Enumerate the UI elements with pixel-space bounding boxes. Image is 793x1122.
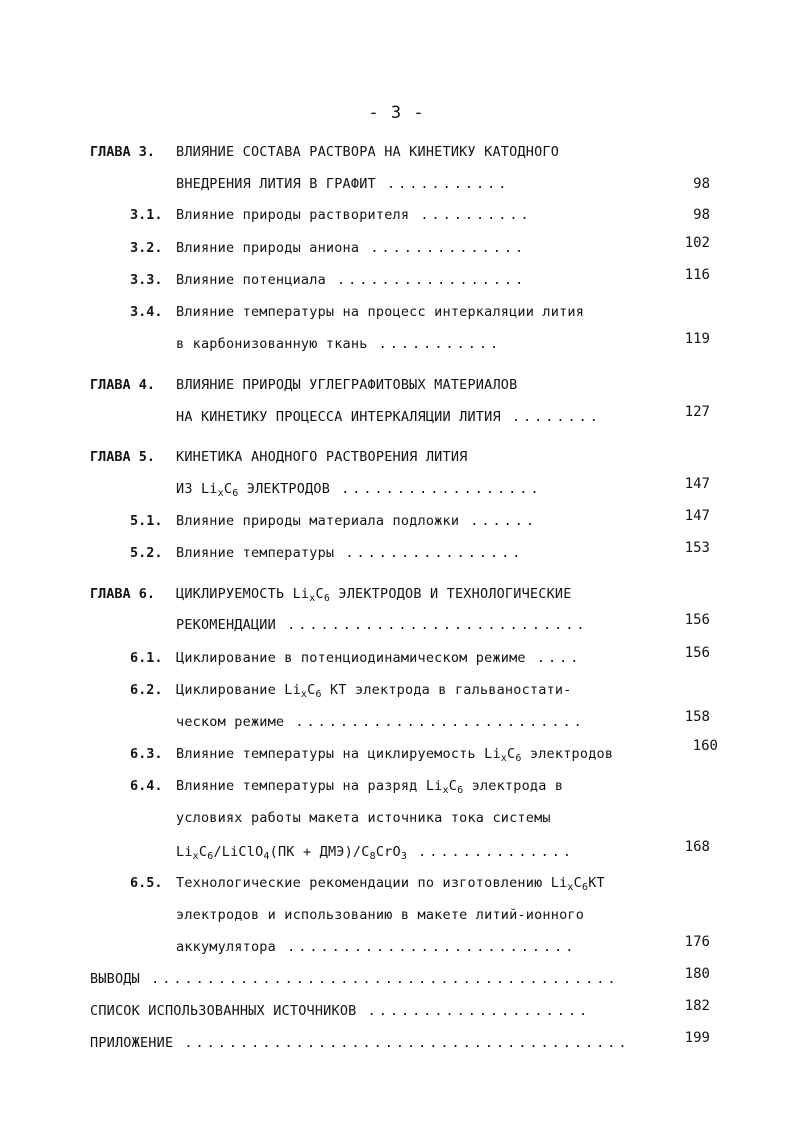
- entry-number: ГЛАВА 4.: [90, 377, 156, 393]
- entry-title: ческом режиме ..........................: [176, 714, 585, 730]
- entry-title: Технологические рекомендации по изготовлению $Li_xC_6КТ$: [176, 875, 605, 893]
- toc-entry-appendix: [90, 1031, 710, 1055]
- toc-entry-3-4: [130, 300, 710, 324]
- toc-entry-3-4-cont: [130, 332, 710, 356]
- entry-number: 3.4.: [130, 304, 163, 320]
- entry-title: НА КИНЕТИКУ ПРОЦЕССА ИНТЕРКАЛЯЦИИ ЛИТИЯ ........: [176, 409, 601, 425]
- entry-title: ВЛИЯНИЕ ПРИРОДЫ УГЛЕГРАФИТОВЫХ МАТЕРИАЛОВ: [176, 377, 518, 393]
- page-number: - 3 -: [368, 103, 425, 123]
- entry-title: Влияние природы материала подложки ......: [176, 513, 538, 529]
- dot-leader: .................: [325, 272, 527, 288]
- page-ref: 182: [684, 998, 710, 1014]
- toc-entry-chapter-4-cont: [90, 405, 710, 429]
- toc-entry-6-5: [130, 871, 710, 895]
- toc-entry-3-3: [130, 268, 710, 292]
- toc-entry-chapter-5-cont: [90, 477, 710, 501]
- toc-entry-6-3: [130, 738, 718, 766]
- dot-leader: ......: [459, 513, 538, 529]
- toc-entry-conclusions: [90, 967, 710, 991]
- dot-leader: ...........................: [275, 617, 588, 633]
- toc-entry-3-2: [130, 236, 710, 260]
- dot-leader: ..........................................: [139, 971, 619, 987]
- entry-number: 3.3.: [130, 272, 163, 288]
- dot-leader: ....................: [356, 1003, 591, 1019]
- dot-leader: ..........: [409, 207, 532, 223]
- page-ref: 147: [684, 508, 710, 524]
- entry-number: 6.4.: [130, 778, 163, 794]
- page-ref: 156: [684, 612, 710, 628]
- entry-number: 6.2.: [130, 682, 163, 698]
- toc-entry-chapter-3-cont: [90, 172, 710, 196]
- entry-title: Влияние природы растворителя ..........: [176, 207, 532, 223]
- entry-title: Влияние природы аниона ..............: [176, 240, 527, 256]
- toc-entry-5-1: [130, 509, 710, 533]
- entry-title: СПИСОК ИСПОЛЬЗОВАННЫХ ИСТОЧНИКОВ ....................: [90, 1003, 591, 1019]
- dot-leader: ..........................: [284, 714, 585, 730]
- toc-entry-chapter-3: [90, 140, 710, 164]
- toc-entry-3-1: [130, 203, 710, 227]
- toc-entry-chapter-6-cont: [90, 613, 710, 637]
- page-ref: 156: [684, 645, 710, 661]
- entry-title: Влияние потенциала .................: [176, 272, 527, 288]
- entry-title: РЕКОМЕНДАЦИИ ...........................: [176, 617, 588, 633]
- page-ref: 168: [684, 839, 710, 855]
- entry-title: Влияние температуры на процесс интеркаляции лития: [176, 304, 585, 320]
- page-ref: 116: [684, 267, 710, 283]
- toc-entry-5-2: [130, 541, 710, 565]
- page-ref: 98: [693, 176, 710, 192]
- formula: $Li_xC_6$: [292, 586, 331, 604]
- page-ref: 147: [684, 476, 710, 492]
- page-ref: 127: [684, 404, 710, 420]
- entry-number: ГЛАВА 6.: [90, 586, 156, 602]
- entry-title: ИЗ $Li_xC_6$ ЭЛЕКТРОДОВ ..................: [176, 481, 542, 499]
- entry-number: 5.2.: [130, 545, 163, 561]
- toc-entry-6-2: [130, 678, 710, 702]
- toc-entry-6-4-cont2: [130, 840, 710, 864]
- dot-leader: ...........: [375, 176, 510, 192]
- page-ref: 98: [693, 207, 710, 223]
- page-ref: 119: [684, 331, 710, 347]
- entry-number: 3.1.: [130, 207, 163, 223]
- entry-title: аккумулятора ..........................: [176, 939, 577, 955]
- dot-leader: ........: [500, 409, 601, 425]
- toc-entry-6-4-cont: [130, 806, 710, 830]
- toc-entry-chapter-6: [90, 582, 710, 606]
- page-ref: 102: [684, 235, 710, 251]
- formula: $Li_xC_6$: [425, 778, 464, 796]
- dot-leader: ..............: [359, 240, 527, 256]
- toc-entry-6-1: [130, 646, 710, 670]
- dot-leader: ..............: [407, 844, 574, 860]
- entry-number: 6.3.: [130, 746, 163, 762]
- entry-title: КИНЕТИКА АНОДНОГО РАСТВОРЕНИЯ ЛИТИЯ: [176, 449, 468, 465]
- entry-title: Циклирование в потенциодинамическом режиме ....: [176, 650, 582, 666]
- page-ref: 176: [684, 934, 710, 950]
- dot-leader: ...........: [367, 336, 502, 352]
- entry-number: 6.5.: [130, 875, 163, 891]
- formula: $Li_xC_6$: [550, 875, 589, 893]
- entry-number: 3.2.: [130, 240, 163, 256]
- dot-leader: ..........................: [275, 939, 577, 955]
- entry-title: Влияние температуры ................: [176, 545, 524, 561]
- toc-entry-6-2-cont: [130, 710, 710, 734]
- formula: $Li_xC_6/LiClO_4(ПК + ДМЭ)/C_8CrO_3$: [176, 844, 408, 862]
- entry-title: ВЛИЯНИЕ СОСТАВА РАСТВОРА НА КИНЕТИКУ КАТОДНОГО: [176, 144, 560, 160]
- entry-title: ВНЕДРЕНИЯ ЛИТИЯ В ГРАФИТ ...........: [176, 176, 510, 192]
- page-ref: 153: [684, 540, 710, 556]
- entry-title: ВЫВОДЫ ..........................................: [90, 971, 619, 987]
- toc-entry-chapter-4: [90, 373, 710, 397]
- entry-title: ПРИЛОЖЕНИЕ ........................................: [90, 1035, 630, 1051]
- toc-entry-6-4: [130, 774, 710, 798]
- formula: $Li_xC_6$: [484, 746, 522, 764]
- entry-title: ЦИКЛИРУЕМОСТЬ $Li_xC_6$ ЭЛЕКТРОДОВ И ТЕХНОЛОГИЧЕСКИЕ: [176, 586, 572, 604]
- entry-title: Циклирование $Li_xC_6$ КТ электрода в гальваностати-: [176, 682, 572, 700]
- toc-entry-6-5-cont: [130, 903, 710, 927]
- toc-entry-6-5-cont2: [130, 935, 710, 959]
- toc-entry-references: [90, 999, 710, 1023]
- formula: $Li_xC_6$: [284, 682, 322, 700]
- entry-number: 6.1.: [130, 650, 163, 666]
- formula: $Li_xC_6$: [200, 481, 239, 499]
- dot-leader: ................: [334, 545, 524, 561]
- page-ref: 199: [684, 1030, 710, 1046]
- entry-title: в карбонизованную ткань ...........: [176, 336, 502, 352]
- toc-entry-chapter-5: [90, 445, 710, 469]
- page-ref: 158: [684, 709, 710, 725]
- entry-number: ГЛАВА 5.: [90, 449, 156, 465]
- entry-title: электродов и использованию в макете литий-ионного: [176, 907, 585, 923]
- entry-title: Влияние температуры на циклируемость $Li_xC_6$ электродов: [176, 746, 614, 764]
- dot-leader: ..................: [330, 481, 542, 497]
- page-ref: 180: [684, 966, 710, 982]
- dot-leader: ........................................: [173, 1035, 630, 1051]
- page-ref: 160: [692, 738, 718, 754]
- entry-title: условиях работы макета источника тока системы: [176, 810, 551, 826]
- entry-title: [176, 840, 574, 869]
- entry-number: 5.1.: [130, 513, 163, 529]
- dot-leader: ....: [525, 650, 582, 666]
- entry-title: Влияние температуры на разряд $Li_xC_6$ электрода в: [176, 778, 564, 796]
- entry-number: ГЛАВА 3.: [90, 144, 156, 160]
